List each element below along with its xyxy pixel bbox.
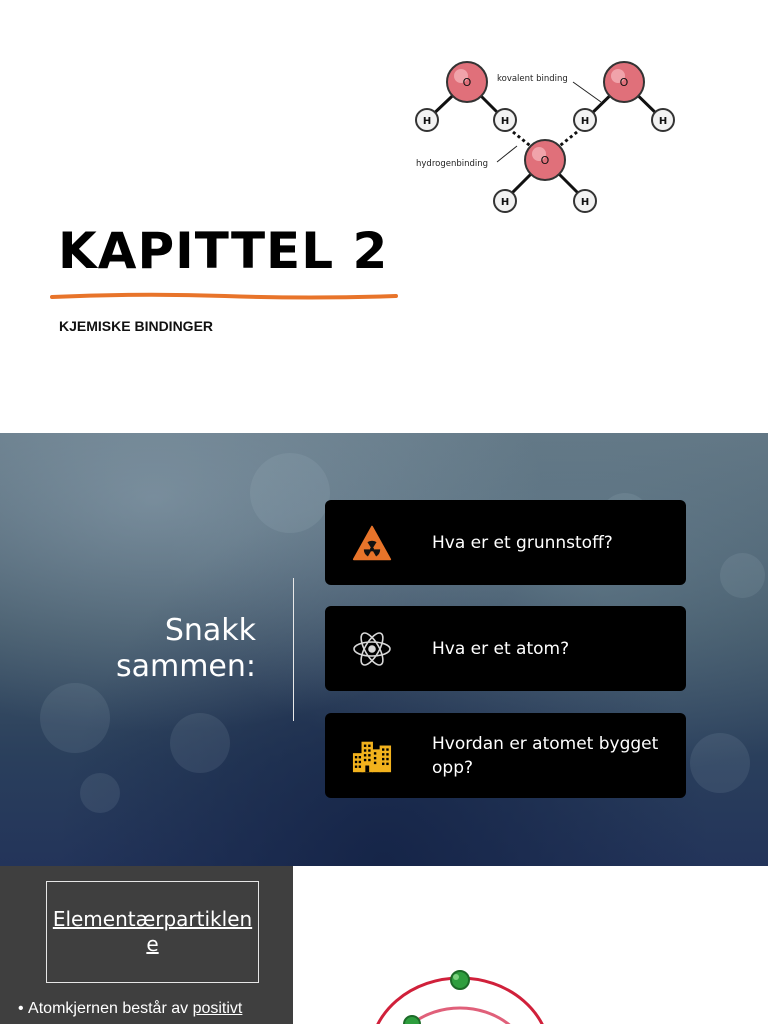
bokeh-light [80,773,120,813]
vertical-divider [293,578,294,721]
electron [404,1016,420,1024]
atom-model-figure [360,966,560,1024]
svg-text:H: H [658,116,668,127]
discussion-heading: Snakk sammen: [115,613,256,684]
question-card-struktur[interactable] [325,713,686,798]
bokeh-light [40,683,110,753]
svg-text:H: H [580,197,590,208]
electron [451,971,469,989]
svg-text:H: H [500,116,510,127]
bokeh-light [170,713,230,773]
hydrogen-atom [494,190,516,212]
hydrogen-atom [494,109,516,131]
slide-elementary-particles [0,866,768,1024]
hydrogen-atom [574,109,596,131]
slide-title [0,0,768,433]
bullet-item: • Atomkjernen består av positivt [18,1000,243,1017]
oxygen-atom [525,140,565,180]
slide-discussion [0,433,768,866]
radiation-icon [352,523,392,563]
question-card-grunnstoff[interactable] [325,500,686,585]
svg-text:H: H [500,197,510,208]
svg-text:O: O [540,154,550,167]
svg-text:O: O [619,76,629,89]
svg-text:H: H [422,116,432,127]
bokeh-light [690,733,750,793]
section-title[interactable]: Elementærpartiklene [52,907,253,956]
link-positivt[interactable]: positivt [192,1000,243,1017]
oxygen-atom [604,62,644,102]
hydrogen-atom [574,190,596,212]
atom-icon [352,629,392,669]
question-text: Hvordan er atomet bygget opp? [432,733,659,778]
hydrogen-bond-label: hydrogenbinding [416,159,489,169]
hydrogen-atom [652,109,674,131]
water-molecules-figure [405,50,690,225]
bokeh-light [720,553,765,598]
oxygen-atom [447,62,487,102]
question-text: Hva er et grunnstoff? [432,532,613,553]
sidebar-panel [0,866,293,1024]
covalent-bond-label: kovalent binding [497,74,568,84]
bullet-marker: • [18,1000,29,1017]
hydrogen-atom [416,109,438,131]
title-underline [50,290,398,302]
bokeh-light [250,453,330,533]
svg-text:H: H [580,116,590,127]
buildings-icon [352,736,392,776]
page-title: KAPITTEL 2 [58,222,389,280]
question-card-atom[interactable] [325,606,686,691]
page-subtitle: KJEMISKE BINDINGER [59,318,214,334]
question-text: Hva er et atom? [432,638,570,659]
title-box [46,881,259,983]
svg-text:O: O [462,76,472,89]
